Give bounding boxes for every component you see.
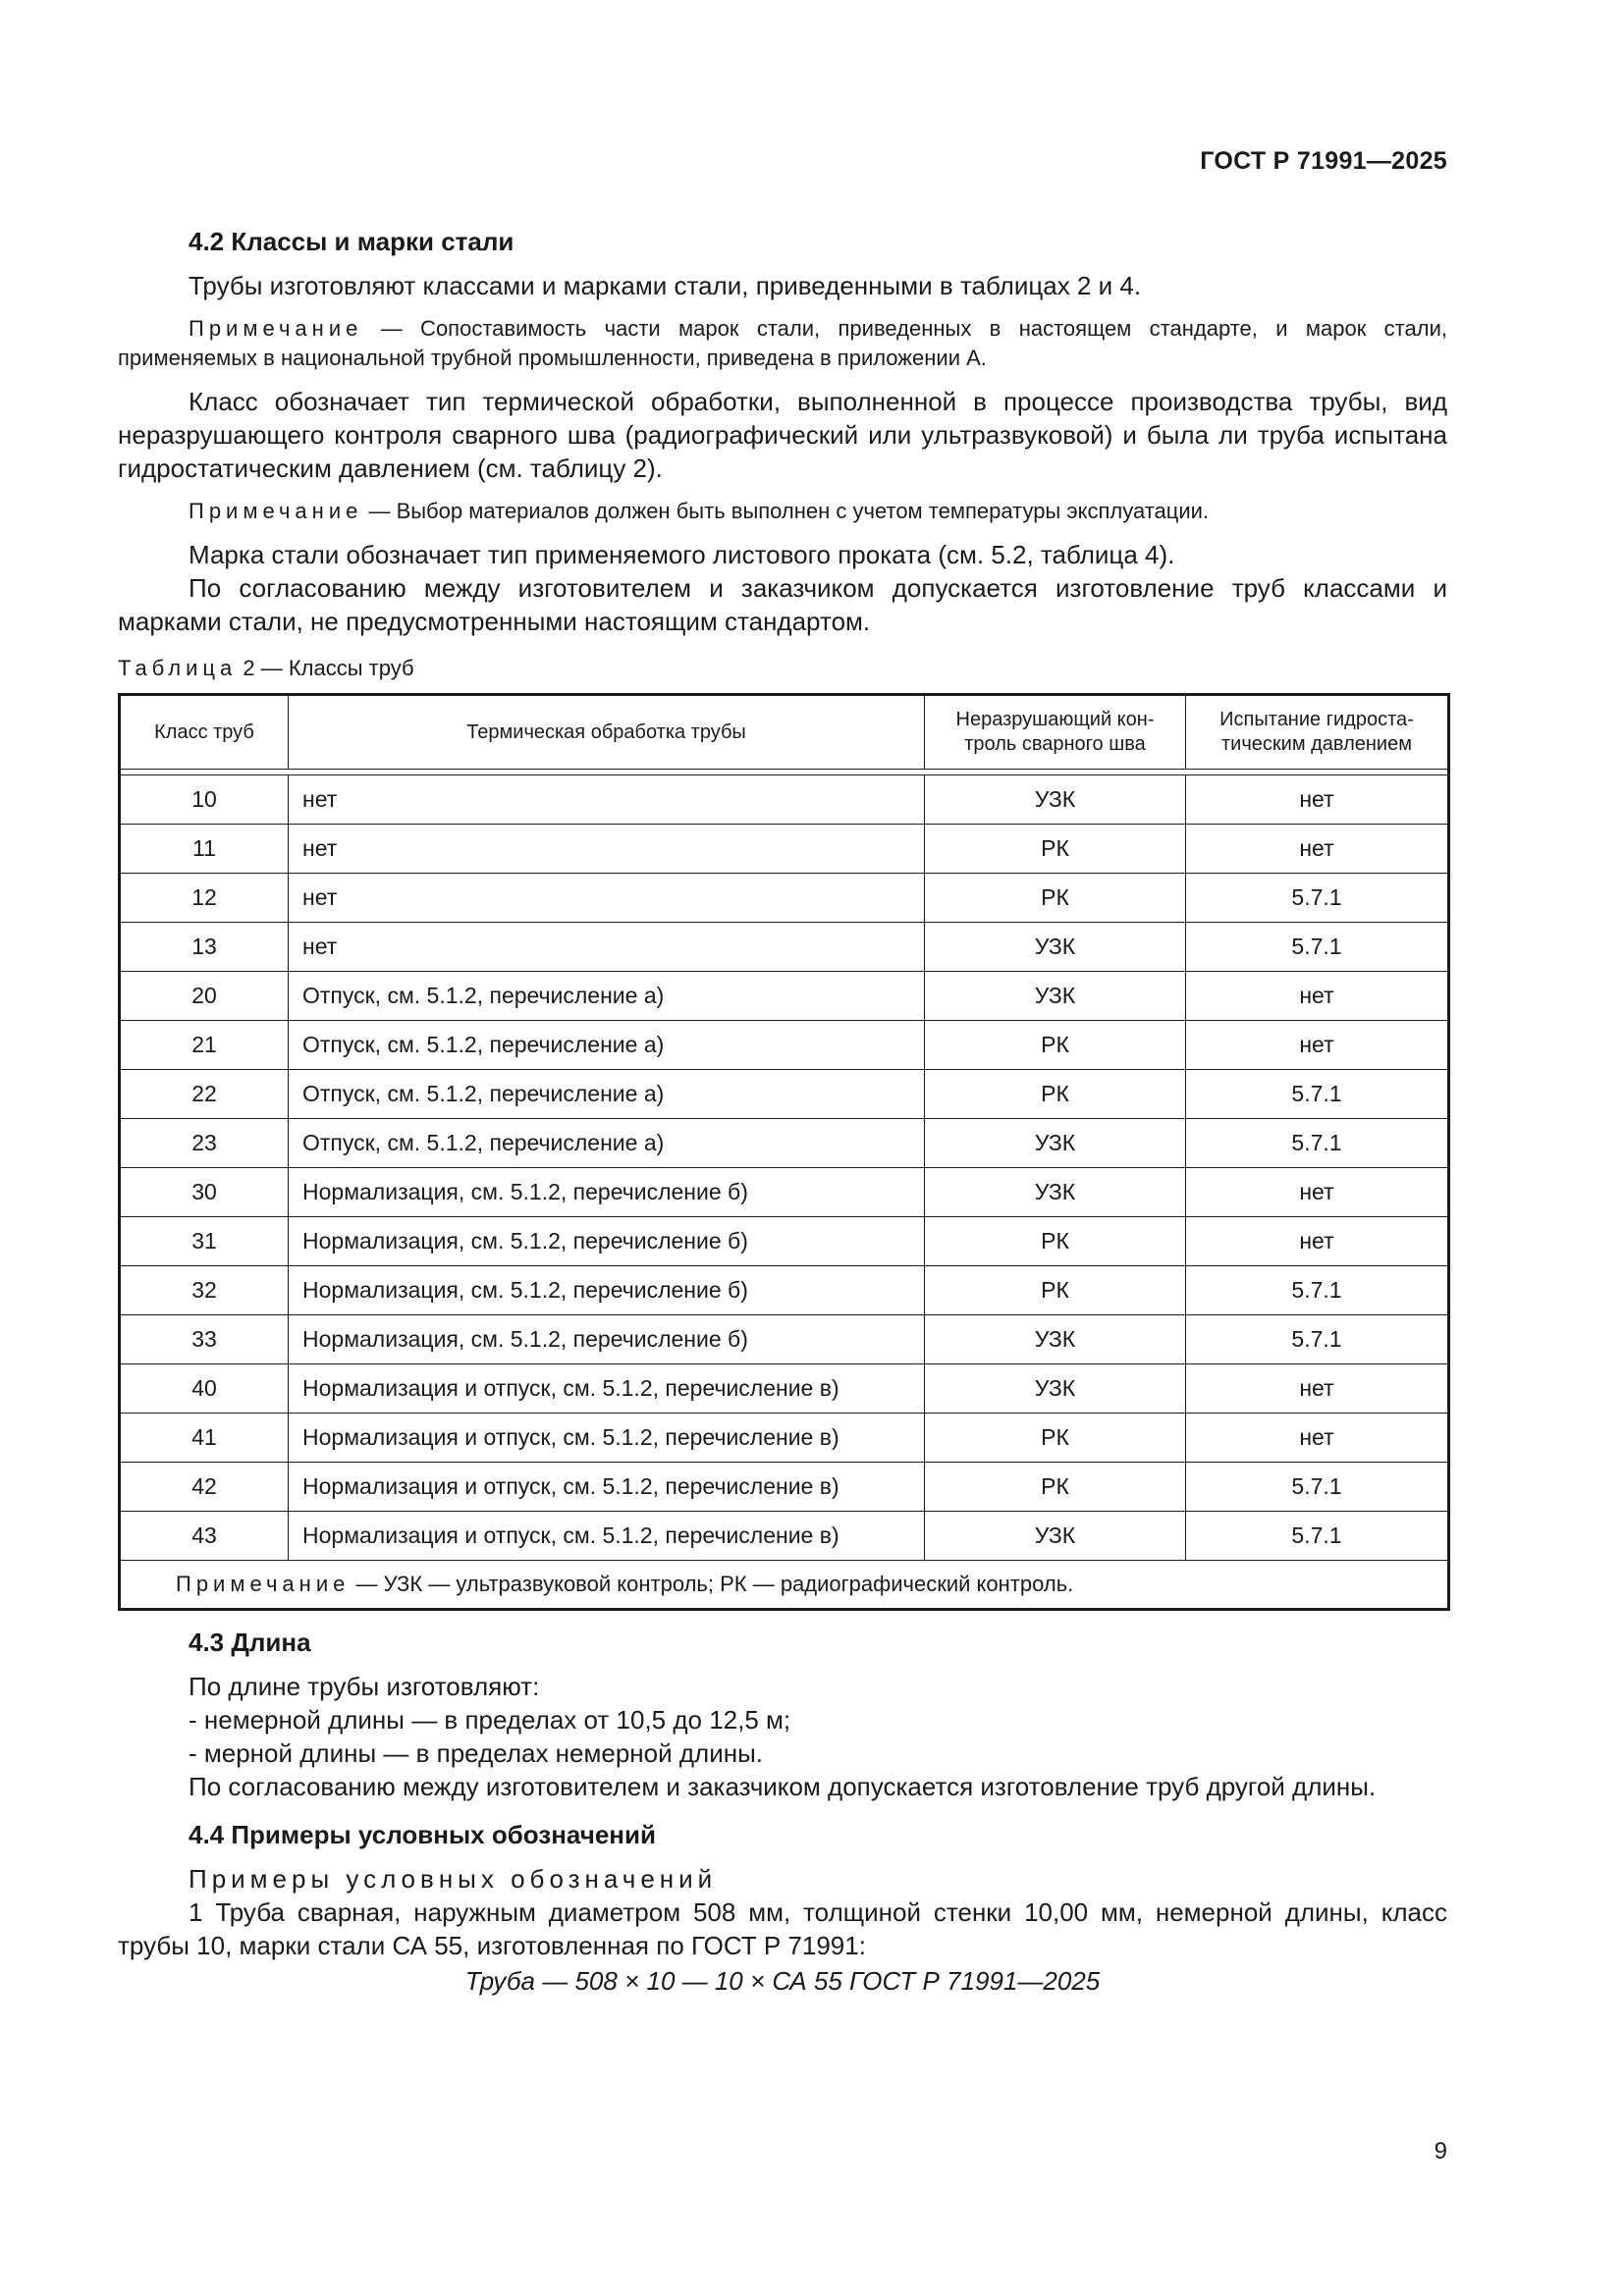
note-text: — Сопоставимость части марок стали, приведенных в настоящем стандарте, и марок стали, применяемых в национальной трубной промышленности, приведена в приложении А. <box>118 316 1447 370</box>
table-row <box>120 1414 1449 1463</box>
cell-weld-ndt: РК <box>925 1463 1186 1512</box>
section-4-2-paragraph-2: Класс обозначает тип термической обработки, выполненной в процессе производства трубы, вид неразрушающего контроля сварного шва (радиографический или ультразвуковой) и была ли труба испытана гидростатическим давлением (см. таблицу 2). <box>118 387 1447 483</box>
cell-heat-treatment: Нормализация и отпуск, см. 5.1.2, перечисление в) <box>289 1512 925 1561</box>
cell-pipe-class: 42 <box>120 1463 289 1512</box>
cell-hydrostatic-test: нет <box>1186 1021 1449 1070</box>
table-row <box>120 1119 1449 1168</box>
section-4-2-note-2 <box>118 497 1447 526</box>
cell-pipe-class: 22 <box>120 1070 289 1119</box>
cell-weld-ndt: УЗК <box>925 972 1186 1021</box>
table-row <box>120 923 1449 972</box>
table-row <box>120 775 1449 825</box>
cell-heat-treatment: нет <box>289 923 925 972</box>
table-row <box>120 1070 1449 1119</box>
cell-hydrostatic-test: 5.7.1 <box>1186 1512 1449 1561</box>
table-row <box>120 1021 1449 1070</box>
cell-pipe-class: 43 <box>120 1512 289 1561</box>
cell-pipe-class: 32 <box>120 1266 289 1315</box>
section-4-3-title: 4.3 Длина <box>189 1628 311 1657</box>
cell-hydrostatic-test: нет <box>1186 1168 1449 1217</box>
cell-heat-treatment: Нормализация, см. 5.1.2, перечисление б) <box>289 1168 925 1217</box>
cell-weld-ndt: УЗК <box>925 1364 1186 1414</box>
cell-hydrostatic-test: нет <box>1186 1414 1449 1463</box>
section-4-4-title: 4.4 Примеры условных обозначений <box>189 1820 656 1849</box>
table-row <box>120 1217 1449 1266</box>
table-note-text: — УЗК — ультразвуковой контроль; РК — радиографический контроль. <box>350 1572 1074 1596</box>
section-4-2-paragraph-3: Марка стали обозначает тип применяемого листового проката (см. 5.2, таблица 4). <box>189 540 1175 569</box>
table-note <box>120 1561 1449 1610</box>
cell-pipe-class: 33 <box>120 1315 289 1364</box>
cell-heat-treatment: Нормализация, см. 5.1.2, перечисление б) <box>289 1315 925 1364</box>
cell-heat-treatment: Нормализация и отпуск, см. 5.1.2, перечисление в) <box>289 1364 925 1414</box>
section-4-3-bullet-1: - немерной длины — в пределах от 10,5 до 12,5 м; <box>189 1705 791 1735</box>
example-1: 1 Труба сварная, наружным диаметром 508 мм, толщиной стенки 10,00 мм, немерной длины, класс трубы 10, марки стали СА 55, изготовленная по ГОСТ Р 71991: <box>118 1897 1447 1960</box>
cell-heat-treatment: Нормализация и отпуск, см. 5.1.2, перечисление в) <box>289 1463 925 1512</box>
table-row <box>120 1512 1449 1561</box>
document-header: ГОСТ Р 71991—2025 <box>1200 147 1447 175</box>
cell-pipe-class: 11 <box>120 825 289 874</box>
cell-weld-ndt: РК <box>925 1021 1186 1070</box>
header-hydrostatic-test: Испытание гидроста-тическим давлением <box>1186 695 1449 770</box>
cell-hydrostatic-test: нет <box>1186 972 1449 1021</box>
note-label: Примечание <box>189 316 363 341</box>
section-4-2-note-1 <box>118 314 1447 373</box>
cell-pipe-class: 12 <box>120 874 289 923</box>
cell-pipe-class: 13 <box>120 923 289 972</box>
cell-weld-ndt: УЗК <box>925 1315 1186 1364</box>
cell-hydrostatic-test: 5.7.1 <box>1186 1315 1449 1364</box>
cell-pipe-class: 10 <box>120 775 289 825</box>
table-caption-label: Таблица <box>118 656 238 680</box>
table-row <box>120 972 1449 1021</box>
cell-hydrostatic-test: 5.7.1 <box>1186 1119 1449 1168</box>
header-weld-ndt: Неразрушающий кон-троль сварного шва <box>925 695 1186 770</box>
table-row <box>120 874 1449 923</box>
cell-weld-ndt: УЗК <box>925 1168 1186 1217</box>
section-4-2-paragraph-1: Трубы изготовляют классами и марками стали, приведенными в таблицах 2 и 4. <box>189 271 1142 300</box>
table-note-label: Примечание <box>176 1572 351 1596</box>
cell-hydrostatic-test: нет <box>1186 825 1449 874</box>
cell-hydrostatic-test: 5.7.1 <box>1186 1266 1449 1315</box>
cell-heat-treatment: Нормализация и отпуск, см. 5.1.2, перечисление в) <box>289 1414 925 1463</box>
page-content <box>118 224 1447 1998</box>
header-pipe-class: Класс труб <box>120 695 289 770</box>
cell-hydrostatic-test: нет <box>1186 1217 1449 1266</box>
cell-weld-ndt: УЗК <box>925 1512 1186 1561</box>
cell-heat-treatment: Отпуск, см. 5.1.2, перечисление а) <box>289 972 925 1021</box>
table-row <box>120 1364 1449 1414</box>
cell-heat-treatment: Нормализация, см. 5.1.2, перечисление б) <box>289 1266 925 1315</box>
table-row <box>120 1168 1449 1217</box>
cell-weld-ndt: РК <box>925 1070 1186 1119</box>
cell-heat-treatment: нет <box>289 874 925 923</box>
cell-heat-treatment: Отпуск, см. 5.1.2, перечисление а) <box>289 1070 925 1119</box>
note-text: — Выбор материалов должен быть выполнен с учетом температуры эксплуатации. <box>362 499 1210 523</box>
section-4-2-title: 4.2 Классы и марки стали <box>189 227 514 256</box>
table-row <box>120 1315 1449 1364</box>
section-4-3-paragraph-1: По длине трубы изготовляют: <box>189 1672 540 1701</box>
example-1-designation: Труба — 508 × 10 — 10 × СА 55 ГОСТ Р 71991—2025 <box>464 1966 1101 1996</box>
cell-hydrostatic-test: 5.7.1 <box>1186 1463 1449 1512</box>
cell-weld-ndt: РК <box>925 1217 1186 1266</box>
cell-hydrostatic-test: нет <box>1186 1364 1449 1414</box>
header-heat-treatment: Термическая обработка трубы <box>289 695 925 770</box>
cell-weld-ndt: УЗК <box>925 775 1186 825</box>
cell-weld-ndt: РК <box>925 874 1186 923</box>
table-row <box>120 825 1449 874</box>
cell-weld-ndt: УЗК <box>925 923 1186 972</box>
cell-hydrostatic-test: 5.7.1 <box>1186 1070 1449 1119</box>
cell-pipe-class: 30 <box>120 1168 289 1217</box>
table-header-row <box>120 695 1449 770</box>
page-number: 9 <box>1434 2138 1447 2164</box>
table-body <box>120 775 1449 1561</box>
cell-heat-treatment: нет <box>289 825 925 874</box>
table-row <box>120 1266 1449 1315</box>
cell-heat-treatment: Отпуск, см. 5.1.2, перечисление а) <box>289 1021 925 1070</box>
section-4-2-paragraph-4: По согласованию между изготовителем и заказчиком допускается изготовление труб классами и марками стали, не предусмотренными настоящим стандартом. <box>118 573 1447 636</box>
cell-weld-ndt: РК <box>925 1266 1186 1315</box>
cell-pipe-class: 40 <box>120 1364 289 1414</box>
cell-pipe-class: 41 <box>120 1414 289 1463</box>
pipe-classes-table <box>118 693 1450 1611</box>
table-caption-text: 2 — Классы труб <box>237 656 414 680</box>
cell-pipe-class: 21 <box>120 1021 289 1070</box>
cell-pipe-class: 23 <box>120 1119 289 1168</box>
cell-heat-treatment: Отпуск, см. 5.1.2, перечисление а) <box>289 1119 925 1168</box>
cell-hydrostatic-test: 5.7.1 <box>1186 923 1449 972</box>
cell-heat-treatment: нет <box>289 775 925 825</box>
section-4-3-paragraph-2: По согласованию между изготовителем и заказчиком допускается изготовление труб другой длины. <box>189 1772 1377 1801</box>
cell-weld-ndt: РК <box>925 1414 1186 1463</box>
cell-heat-treatment: Нормализация, см. 5.1.2, перечисление б) <box>289 1217 925 1266</box>
cell-weld-ndt: УЗК <box>925 1119 1186 1168</box>
cell-pipe-class: 31 <box>120 1217 289 1266</box>
cell-hydrostatic-test: 5.7.1 <box>1186 874 1449 923</box>
table-caption <box>118 654 1447 683</box>
note-label: Примечание <box>189 499 363 523</box>
section-4-3-bullet-2: - мерной длины — в пределах немерной длины. <box>189 1738 763 1768</box>
examples-label: Примеры условных обозначений <box>189 1864 718 1894</box>
cell-weld-ndt: РК <box>925 825 1186 874</box>
table-row <box>120 1463 1449 1512</box>
cell-hydrostatic-test: нет <box>1186 775 1449 825</box>
cell-pipe-class: 20 <box>120 972 289 1021</box>
